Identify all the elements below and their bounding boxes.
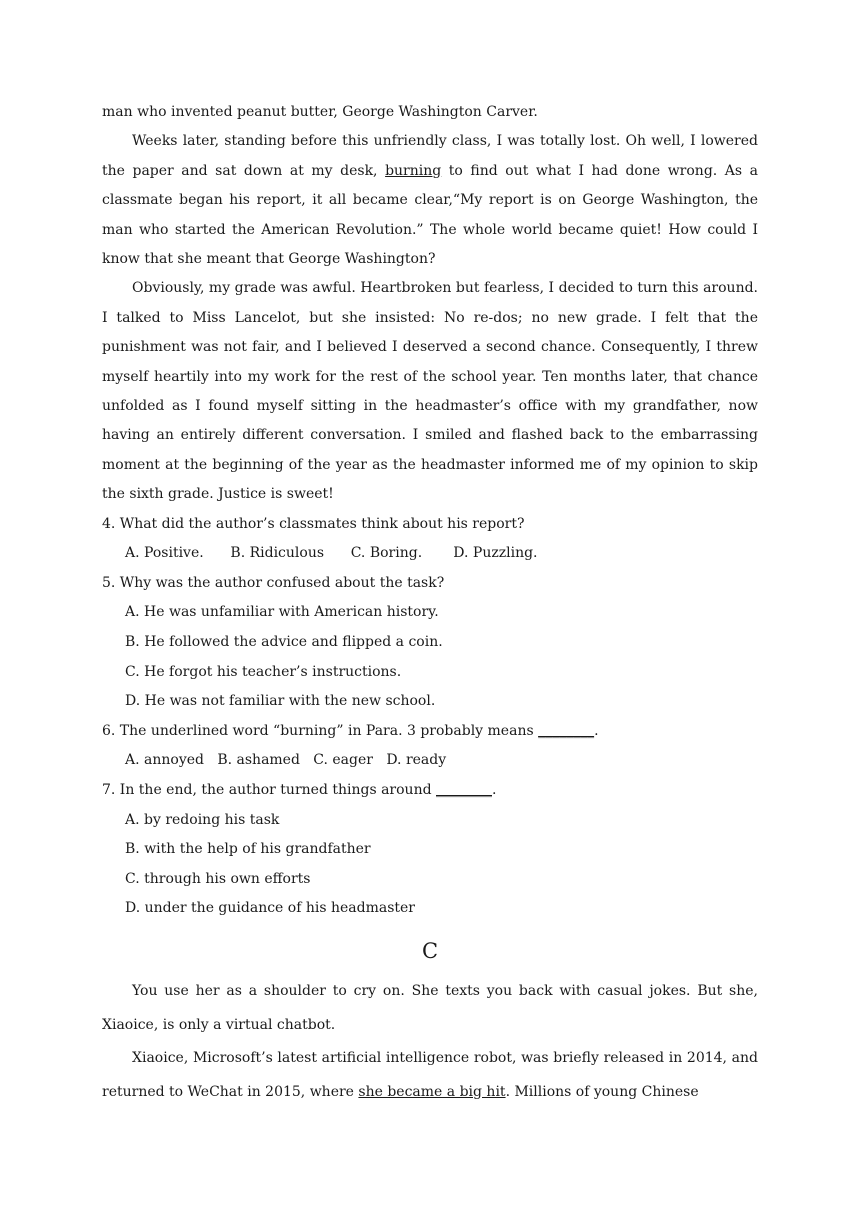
- section-heading: C: [421, 939, 439, 963]
- question-4: [102, 510, 758, 569]
- question-5: [102, 569, 758, 717]
- question-option: C. He forgot his teacher’s instructions.: [125, 663, 402, 680]
- paragraph-text: . Millions of young Chinese: [505, 1083, 699, 1100]
- stem-end: .: [492, 782, 497, 799]
- question-options: A. annoyed B. ashamed C. eager D. ready: [125, 752, 447, 769]
- question-option: C. through his own efforts: [125, 870, 311, 887]
- section-c-paragraph-2: [102, 1042, 758, 1109]
- underlined-word: burning: [385, 162, 442, 179]
- question-stem: [102, 717, 758, 747]
- underlined-phrase: she became a big hit: [358, 1083, 506, 1100]
- stem-end: .: [594, 722, 599, 739]
- stem-text: 7. In the end, the author turned things around: [102, 782, 436, 799]
- passage-b-paragraph-1: man who invented peanut butter, George Washington Carver.: [102, 104, 538, 120]
- section-c-paragraph-1: You use her as a shoulder to cry on. She texts you back with casual jokes. But she, Xiaoice, is only a virtual chatbot.: [102, 983, 758, 1033]
- question-option: B. He followed the advice and flipped a coin.: [125, 634, 443, 651]
- paragraph-text: Weeks later, standing before this unfriendly class, I was totally lost. Oh well, I lowered the paper and sat down at my desk,: [102, 133, 758, 179]
- question-option: D. under the guidance of his headmaster: [125, 900, 415, 917]
- paragraph-text: to find out what I had done wrong. As a classmate began his report, it all became clear,“My report is on George Washington, the man who started the American Revolution.” The whole world became quiet! How could I know that she meant that George Washington?: [102, 162, 758, 268]
- question-option: A. by redoing his task: [125, 811, 280, 828]
- passage-b-paragraph-3: Obviously, my grade was awful. Heartbroken but fearless, I decided to turn this around. I talked to Miss Lancelot, but she insisted: No re-dos; no new grade. I felt that the punishment was not fair, and I believed I deserved a second chance. Consequently, I threw myself heartily into my work for the rest of the school year. Ten months later, that chance unfolded as I found myself sitting in the headmaster’s office with my grandfather, now having an entirely different conversation. I smiled and flashed back to the embarrassing moment at the beginning of the year as the headmaster informed me of my opinion to skip the sixth grade. Justice is sweet!: [102, 280, 758, 503]
- question-option: B. with the help of his grandfather: [125, 841, 371, 858]
- document-page: [102, 98, 758, 1109]
- paragraph-text: Xiaoice, Microsoft’s latest artificial intelligence robot, was briefly released in 2014, and returned to WeChat in 2015, where: [102, 1050, 758, 1100]
- section-c-body: [102, 975, 758, 1109]
- question-stem: 4. What did the author’s classmates think about his report?: [102, 515, 525, 532]
- question-stem: [102, 776, 758, 806]
- stem-text: 6. The underlined word “burning” in Para. 3 probably means: [102, 722, 539, 739]
- passage-b-paragraph-2: [102, 127, 758, 274]
- answer-blank: ________: [436, 782, 492, 799]
- question-stem: 5. Why was the author confused about the task?: [102, 574, 445, 591]
- question-options: A. Positive. B. Ridiculous C. Boring. D. Puzzling.: [125, 545, 538, 562]
- question-option: A. He was unfamiliar with American history.: [125, 604, 439, 621]
- question-option: D. He was not familiar with the new school.: [125, 693, 436, 710]
- answer-blank: ________: [538, 722, 595, 739]
- question-6: [102, 717, 758, 776]
- question-7: [102, 776, 758, 924]
